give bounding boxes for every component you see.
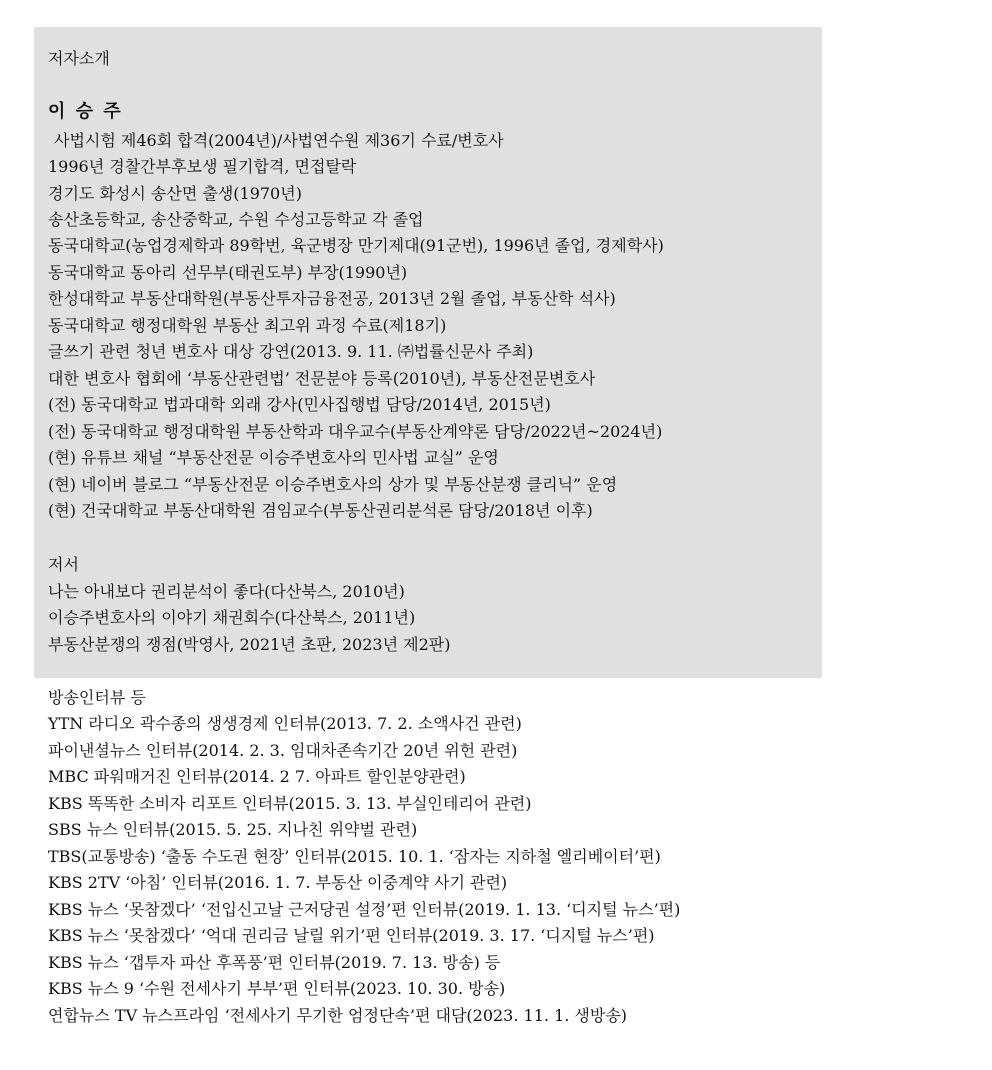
media-item: KBS 뉴스 ‘못참겠다’ ‘전입신고날 근저당권 설정’편 인터뷰(2019. 1. 13. ‘디지털 뉴스’편) bbox=[48, 900, 681, 919]
career-item: (현) 유튜브 채널 “부동산전문 이승주변호사의 민사법 교실” 운영 bbox=[48, 448, 499, 467]
career-item: (전) 동국대학교 행정대학원 부동산학과 대우교수(부동산계약론 담당/2022년~2024년) bbox=[48, 422, 663, 441]
career-item: 동국대학교(농업경제학과 89학번, 육군병장 만기제대(91군번), 1996년 졸업, 경제학사) bbox=[48, 236, 664, 255]
section-heading-author: 저자소개 bbox=[48, 49, 110, 68]
media-item: KBS 똑똑한 소비자 리포트 인터뷰(2015. 3. 13. 부실인테리어 관련) bbox=[48, 794, 532, 813]
media-item: SBS 뉴스 인터뷰(2015. 5. 25. 지나친 위약벌 관련) bbox=[48, 820, 418, 839]
section-heading-media: 방송인터뷰 등 bbox=[48, 688, 146, 707]
media-item: KBS 2TV ‘아침’ 인터뷰(2016. 1. 7. 부동산 이중계약 사기 관련) bbox=[48, 873, 508, 892]
career-item: 송산초등학교, 송산중학교, 수원 수성고등학교 각 졸업 bbox=[48, 210, 424, 229]
media-item: MBC 파워매거진 인터뷰(2014. 2 7. 아파트 할인분양관련) bbox=[48, 767, 466, 786]
career-item: (현) 건국대학교 부동산대학원 겸임교수(부동산권리분석론 담당/2018년 이후) bbox=[48, 501, 593, 520]
media-item: YTN 라디오 곽수종의 생생경제 인터뷰(2013. 7. 2. 소액사건 관련) bbox=[48, 714, 522, 733]
book-item: 나는 아내보다 권리분석이 좋다(다산북스, 2010년) bbox=[48, 582, 405, 601]
career-item: 경기도 화성시 송산면 출생(1970년) bbox=[48, 184, 302, 203]
career-item: 동국대학교 동아리 선무부(태권도부) 부장(1990년) bbox=[48, 263, 408, 282]
media-item: 연합뉴스 TV 뉴스프라임 ‘전세사기 무기한 엄정단속’편 대담(2023. 11. 1. 생방송) bbox=[48, 1006, 628, 1025]
career-item: 대한 변호사 협회에 ‘부동산관련법’ 전문분야 등록(2010년), 부동산전문변호사 bbox=[48, 369, 596, 388]
media-item: KBS 뉴스 ‘못참겠다’ ‘억대 권리금 날릴 위기’편 인터뷰(2019. 3. 17. ‘디지털 뉴스’편) bbox=[48, 926, 655, 945]
section-heading-books: 저서 bbox=[48, 555, 79, 574]
media-item: KBS 뉴스 9 ‘수원 전세사기 부부’편 인터뷰(2023. 10. 30. 방송) bbox=[48, 979, 506, 998]
book-item: 이승주변호사의 이야기 채권회수(다산북스, 2011년) bbox=[48, 608, 416, 627]
career-item: (전) 동국대학교 법과대학 외래 강사(민사집행법 담당/2014년, 2015년) bbox=[48, 395, 551, 414]
media-item: KBS 뉴스 ‘갭투자 파산 후폭풍’편 인터뷰(2019. 7. 13. 방송) 등 bbox=[48, 953, 501, 972]
career-item: 사법시험 제46회 합격(2004년)/사법연수원 제36기 수료/변호사 bbox=[54, 131, 504, 150]
book-item: 부동산분쟁의 쟁점(박영사, 2021년 초판, 2023년 제2판) bbox=[48, 635, 451, 654]
career-item: (현) 네이버 블로그 “부동산전문 이승주변호사의 상가 및 부동산분쟁 클리닉” 운영 bbox=[48, 475, 618, 494]
career-item: 글쓰기 관련 청년 변호사 대상 강연(2013. 9. 11. ㈜법률신문사 주최) bbox=[48, 342, 534, 361]
media-item: TBS(교통방송) ‘출동 수도권 현장’ 인터뷰(2015. 10. 1. ‘잠자는 지하철 엘리베이터’편) bbox=[48, 847, 661, 866]
career-item: 한성대학교 부동산대학원(부동산투자금융전공, 2013년 2월 졸업, 부동산학 석사) bbox=[48, 289, 616, 308]
media-item: 파이낸셜뉴스 인터뷰(2014. 2. 3. 임대차존속기간 20년 위헌 관련) bbox=[48, 741, 518, 760]
career-item: 동국대학교 행정대학원 부동산 최고위 과정 수료(제18기) bbox=[48, 316, 447, 335]
career-item: 1996년 경찰간부후보생 필기합격, 면접탈락 bbox=[48, 157, 357, 176]
author-name: 이 승 주 bbox=[48, 101, 123, 122]
